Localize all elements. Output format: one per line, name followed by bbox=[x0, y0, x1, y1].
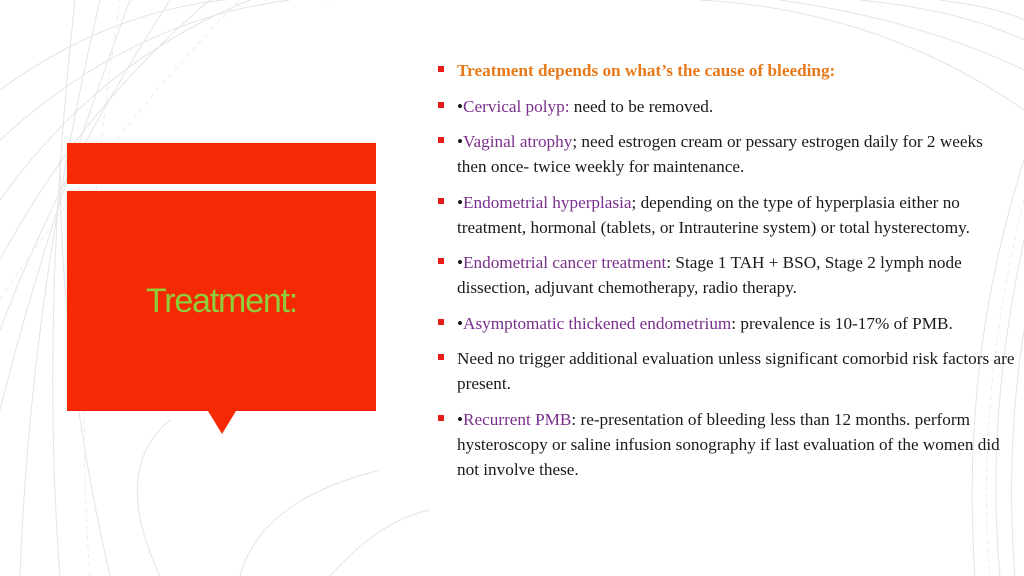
bullet-content bbox=[436, 58, 1016, 492]
bullet-heading: Treatment depends on what’s the cause of bleeding: bbox=[457, 61, 836, 80]
bullet-text: ; need estrogen cream or pessary estrogen daily for 2 weeks then once- twice weekly for maintenance. bbox=[457, 132, 983, 176]
bullet-text: ; depending on the type of hyperplasia either no treatment, hormonal (tablets, or Intrauterine system) or total hysterectomy. bbox=[457, 192, 970, 237]
bullet-item-endometrial-hyperplasia bbox=[436, 190, 1016, 240]
bullet-text: need to be removed. bbox=[569, 96, 714, 116]
square-bullet-icon bbox=[438, 258, 444, 264]
bullet-item-endometrial-cancer bbox=[436, 250, 1016, 300]
bullet-item-recurrent-pmb bbox=[436, 407, 1016, 482]
square-bullet-icon bbox=[438, 415, 444, 421]
bullet-dot: • bbox=[457, 409, 464, 429]
bullet-item-vaginal-atrophy bbox=[436, 129, 1016, 179]
bullet-highlight: Endometrial cancer treatment bbox=[463, 253, 667, 272]
bullet-highlight: Endometrial hyperplasia bbox=[463, 192, 632, 212]
bullet-highlight: Asymptomatic thickened endometrium bbox=[463, 313, 732, 333]
bullet-highlight: Cervical polyp: bbox=[463, 96, 570, 116]
square-bullet-icon bbox=[438, 102, 444, 108]
bullet-dot: • bbox=[457, 192, 464, 212]
bullet-dot: • bbox=[457, 132, 464, 151]
header-accent-bar bbox=[67, 143, 376, 184]
bullet-dot: • bbox=[457, 313, 464, 333]
square-bullet-icon bbox=[438, 319, 444, 325]
bullet-highlight: Recurrent PMB bbox=[463, 409, 572, 429]
bullet-text: : Stage 1 TAH + BSO, Stage 2 lymph node dissection, adjuvant chemotherapy, radio therapy. bbox=[457, 253, 962, 297]
bullet-text: Need no trigger additional evaluation unless significant comorbid risk factors are present. bbox=[457, 349, 1015, 393]
bullet-item-thickened-endometrium bbox=[436, 311, 1016, 336]
square-bullet-icon bbox=[438, 66, 444, 72]
title-box-pointer bbox=[208, 411, 236, 434]
slide-title: Treatment: bbox=[145, 281, 298, 320]
bullet-item-no-trigger-evaluation bbox=[436, 346, 1016, 396]
bullet-dot: • bbox=[457, 253, 464, 272]
bullet-item-treatment-heading bbox=[436, 58, 1016, 83]
bullet-text: : re-presentation of bleeding less than 12 months. perform hysteroscopy or saline infusion sonography if last evaluation of the women did not involve these. bbox=[457, 409, 1000, 479]
square-bullet-icon bbox=[438, 354, 444, 360]
bullet-item-cervical-polyp bbox=[436, 94, 1016, 119]
square-bullet-icon bbox=[438, 137, 444, 143]
bullet-text: : prevalence is 10-17% of PMB. bbox=[731, 313, 953, 333]
bullet-highlight: Vaginal atrophy bbox=[463, 132, 573, 151]
bullet-dot: • bbox=[457, 96, 464, 116]
square-bullet-icon bbox=[438, 198, 444, 204]
bullet-list bbox=[436, 58, 1016, 482]
